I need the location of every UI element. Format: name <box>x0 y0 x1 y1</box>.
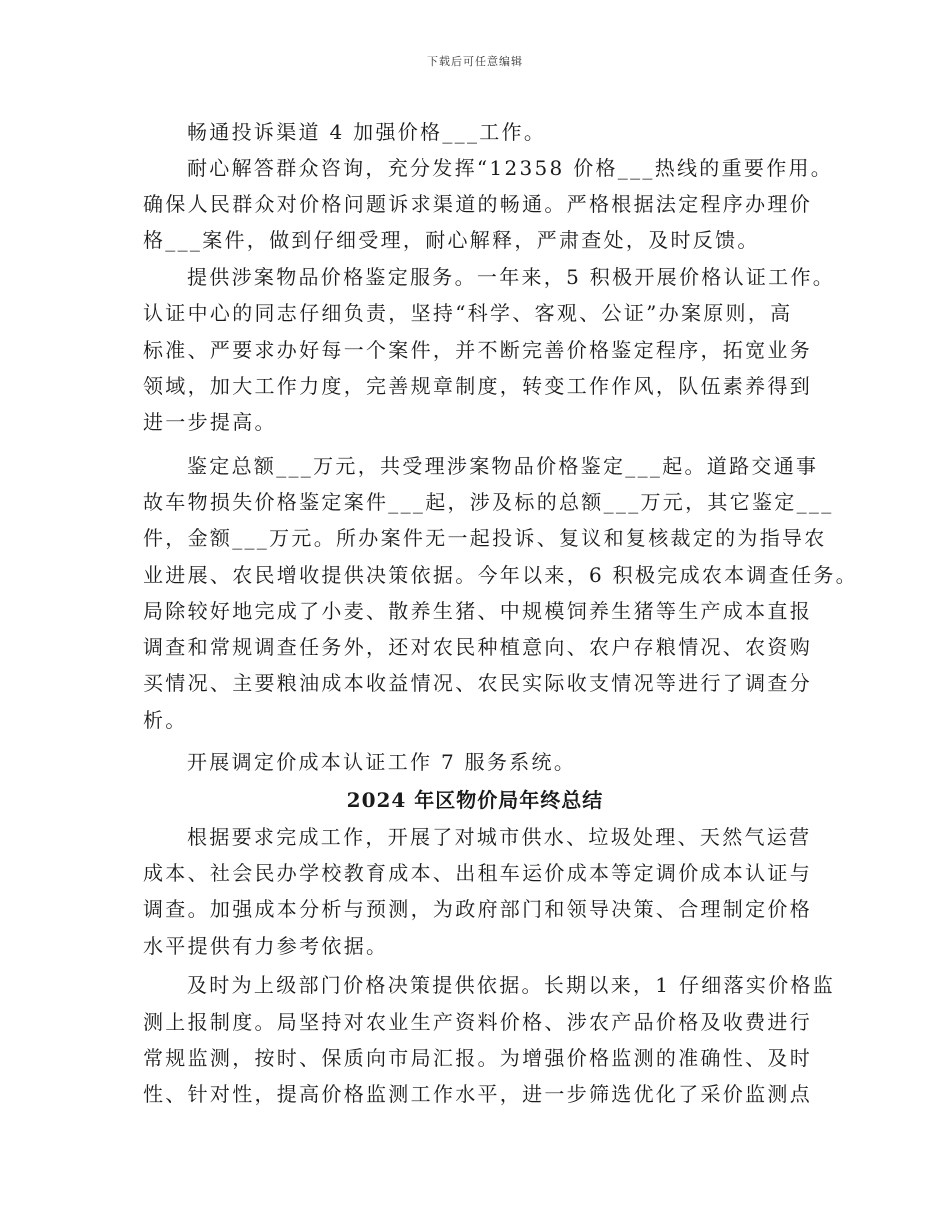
paragraph-line: 标准、严要求办好每一个案件，并不断完善价格鉴定程序，拓宽业务 <box>143 338 812 362</box>
section-title: 2024 年区物价局年终总结 <box>346 788 604 812</box>
paragraph-line: 进一步提高。 <box>143 410 277 434</box>
paragraph-line: 畅通投诉渠道 4 加强价格___工作。 <box>187 120 547 144</box>
paragraph-line: 格___案件，做到仔细受理，耐心解释，严肃查处，及时反馈。 <box>143 228 760 252</box>
page-header: 下载后可任意编辑 <box>427 55 523 68</box>
paragraph-line: 买情况、主要粮油成本收益情况、农民实际收支情况等进行了调查分 <box>143 671 812 695</box>
paragraph-line: 调查和常规调查任务外，还对农民种植意向、农户存粮情况、农资购 <box>143 635 812 659</box>
paragraph-line: 鉴定总额___万元，共受理涉案物品价格鉴定___起。道路交通事 <box>187 454 819 478</box>
paragraph-line: 及时为上级部门价格决策提供依据。长期以来，1 仔细落实价格监 <box>187 973 836 997</box>
paragraph-line: 测上报制度。局坚持对农业生产资料价格、涉农产品价格及收费进行 <box>143 1010 812 1034</box>
paragraph-line: 常规监测，按时、保质向市局汇报。为增强价格监测的准确性、及时 <box>143 1046 812 1070</box>
paragraph-line: 业进展、农民增收提供决策依据。今年以来，6 积极完成农本调查任务。 <box>143 563 858 587</box>
paragraph-line: 领域，加大工作力度，完善规章制度，转变工作作风，队伍素养得到 <box>143 374 812 398</box>
paragraph-line: 开展调定价成本认证工作 7 服务系统。 <box>187 750 577 774</box>
paragraph-line: 确保人民群众对价格问题诉求渠道的畅通。严格根据法定程序办理价 <box>143 192 812 216</box>
paragraph-line: 成本、社会民办学校教育成本、出租车运价成本等定调价成本认证与 <box>143 861 812 885</box>
paragraph-line: 故车物损失价格鉴定案件___起，涉及标的总额___万元，其它鉴定___ <box>143 490 834 514</box>
paragraph-line: 性、针对性，提高价格监测工作水平，进一步筛选优化了采价监测点 <box>143 1082 812 1106</box>
paragraph-line: 认证中心的同志仔细负责，坚持“科学、客观、公证”办案原则，高 <box>143 301 793 325</box>
paragraph-line: 耐心解答群众咨询，充分发挥“12358 价格___热线的重要作用。 <box>187 156 834 180</box>
paragraph-line: 调查。加强成本分析与预测，为政府部门和领导决策、合理制定价格 <box>143 897 812 921</box>
paragraph-line: 析。 <box>143 708 188 732</box>
paragraph-line: 局除较好地完成了小麦、散养生猪、中规模饲养生猪等生产成本直报 <box>143 599 812 623</box>
paragraph-line: 件，金额___万元。所办案件无一起投诉、复议和复核裁定的为指导农 <box>143 526 827 550</box>
paragraph-line: 水平提供有力参考依据。 <box>143 934 389 958</box>
paragraph-line: 提供涉案物品价格鉴定服务。一年来，5 积极开展价格认证工作。 <box>187 265 836 289</box>
paragraph-line: 根据要求完成工作，开展了对城市供水、垃圾处理、天然气运营 <box>187 825 812 849</box>
